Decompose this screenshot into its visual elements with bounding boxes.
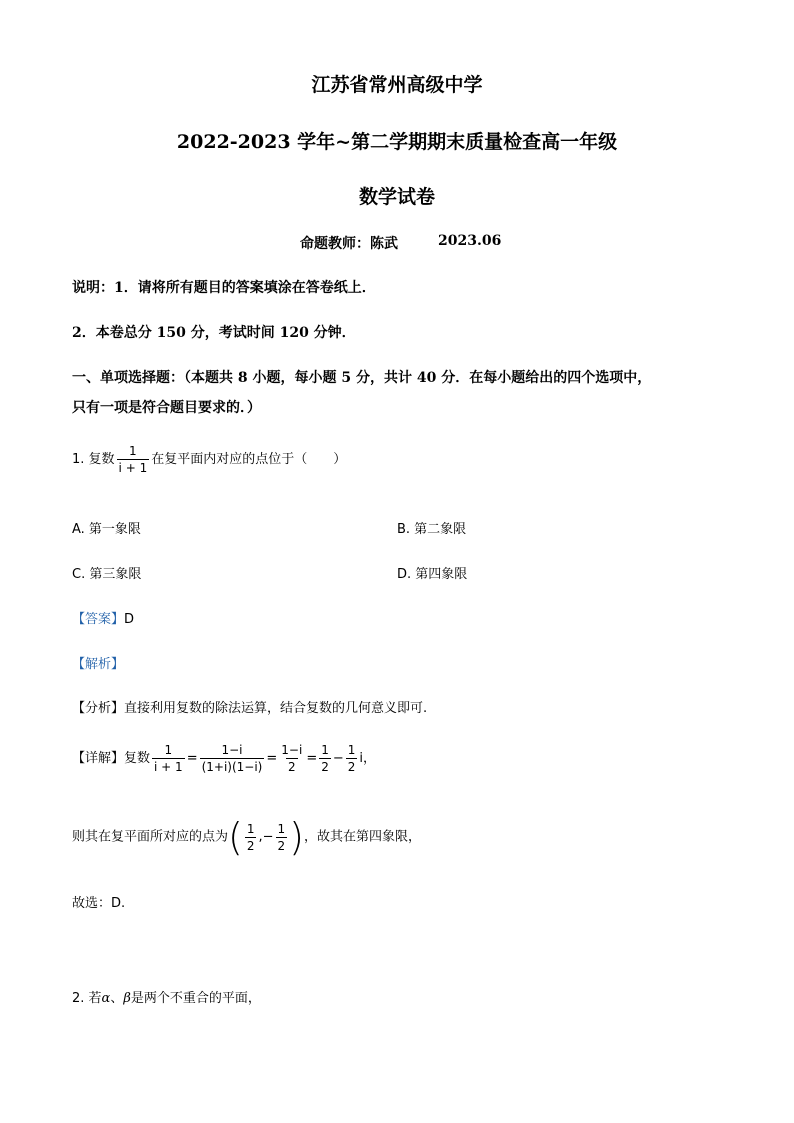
answer-value: D <box>124 612 135 627</box>
option-c: C. 第三象限 <box>72 567 142 582</box>
point-suffix: ，故其在第四象限， <box>303 829 421 845</box>
option-d: D. 第四象限 <box>397 567 468 582</box>
detail-fraction-4 <box>319 743 331 774</box>
detail-tag: 【详解】 <box>72 751 125 766</box>
left-paren: ( <box>228 815 243 859</box>
point-separator: ,− <box>258 829 274 845</box>
fraction-numerator: 1 <box>321 743 329 757</box>
fraction-denominator: i + 1 <box>154 760 183 774</box>
imaginary-unit: i <box>359 751 364 766</box>
school-title: 江苏省常州高级中学 <box>311 74 483 96</box>
analysis-tag: 【解析】 <box>72 657 125 672</box>
fraction-numerator: 1 <box>164 743 173 757</box>
equals-sign: = <box>186 751 198 766</box>
fraction-numerator: 1 <box>277 821 286 836</box>
question-1 <box>72 444 346 475</box>
fraction-denominator: 2 <box>287 760 296 774</box>
exam-date: 2023.06 <box>438 233 502 249</box>
subject-title: 数学试卷 <box>358 186 435 208</box>
detail-fraction-1 <box>152 743 185 774</box>
detail-fraction-2 <box>200 743 265 774</box>
point-line <box>72 815 421 859</box>
detail-end: ， <box>363 751 377 766</box>
point-fraction-2 <box>276 822 288 853</box>
note-line-2: 2．本卷总分 150 分，考试时间 120 分钟． <box>72 325 356 341</box>
detail-prefix: 复数 <box>124 751 151 766</box>
question-1-fraction <box>117 444 150 475</box>
fraction-denominator: i + 1 <box>118 461 148 475</box>
right-paren: ) <box>289 815 304 859</box>
fenxi-text: 直接利用复数的除法运算，结合复数的几何意义即可. <box>124 701 428 716</box>
alpha-symbol: α <box>101 991 111 1006</box>
answer-line <box>72 608 134 627</box>
fraction-denominator: (1+i)(1−i) <box>201 760 263 774</box>
note-line-1: 说明：1．请将所有题目的答案填涂在答卷纸上． <box>72 280 376 296</box>
question-1-suffix: 在复平面内对应的点位于（ ） <box>151 452 347 467</box>
fraction-numerator: 1 <box>246 821 255 836</box>
fraction-denominator: 2 <box>347 760 356 774</box>
equals-sign: = <box>266 751 278 766</box>
option-b: B. 第二象限 <box>397 522 467 537</box>
fraction-numerator: 1 <box>347 743 356 757</box>
question-2-prefix: 2. 若 <box>72 991 102 1006</box>
equals-sign: = <box>306 751 318 766</box>
point-fraction-1 <box>245 822 257 853</box>
fraction-denominator: 2 <box>246 838 255 853</box>
separator: 、 <box>110 991 124 1006</box>
fraction-numerator: 1 <box>129 444 137 458</box>
question-2-suffix: 是两个不重合的平面， <box>130 991 261 1006</box>
fraction-numerator: 1−i <box>221 743 243 757</box>
fraction-numerator: 1−i <box>281 743 303 757</box>
question-2 <box>72 987 261 1006</box>
section-heading-line-1: 一、单项选择题：（本题共 8 小题，每小题 5 分，共计 40 分．在每小题给出的四个选项中， <box>72 370 652 386</box>
option-a: A. 第一象限 <box>72 522 141 537</box>
beta-symbol: β <box>123 991 131 1006</box>
detail-line <box>72 743 376 774</box>
detail-fraction-3 <box>279 743 304 774</box>
point-prefix: 则其在复平面所对应的点为 <box>72 829 229 845</box>
fenxi-line <box>72 697 427 716</box>
section-heading-line-2: 只有一项是符合题目要求的．） <box>72 400 261 416</box>
fenxi-tag: 【分析】 <box>72 701 125 716</box>
teacher-label: 命题教师：陈武 <box>300 236 398 252</box>
answer-tag: 【答案】 <box>72 612 125 627</box>
fraction-denominator: 2 <box>321 760 329 774</box>
minus-sign: − <box>332 751 344 766</box>
exam-term-title: 2022-2023 学年~第二学期期末质量检查高一年级 <box>176 131 618 153</box>
choose-line: 故选：D. <box>72 896 126 911</box>
detail-fraction-5 <box>346 743 358 774</box>
question-1-prefix: 1. 复数 <box>72 452 115 467</box>
fraction-denominator: 2 <box>277 838 286 853</box>
